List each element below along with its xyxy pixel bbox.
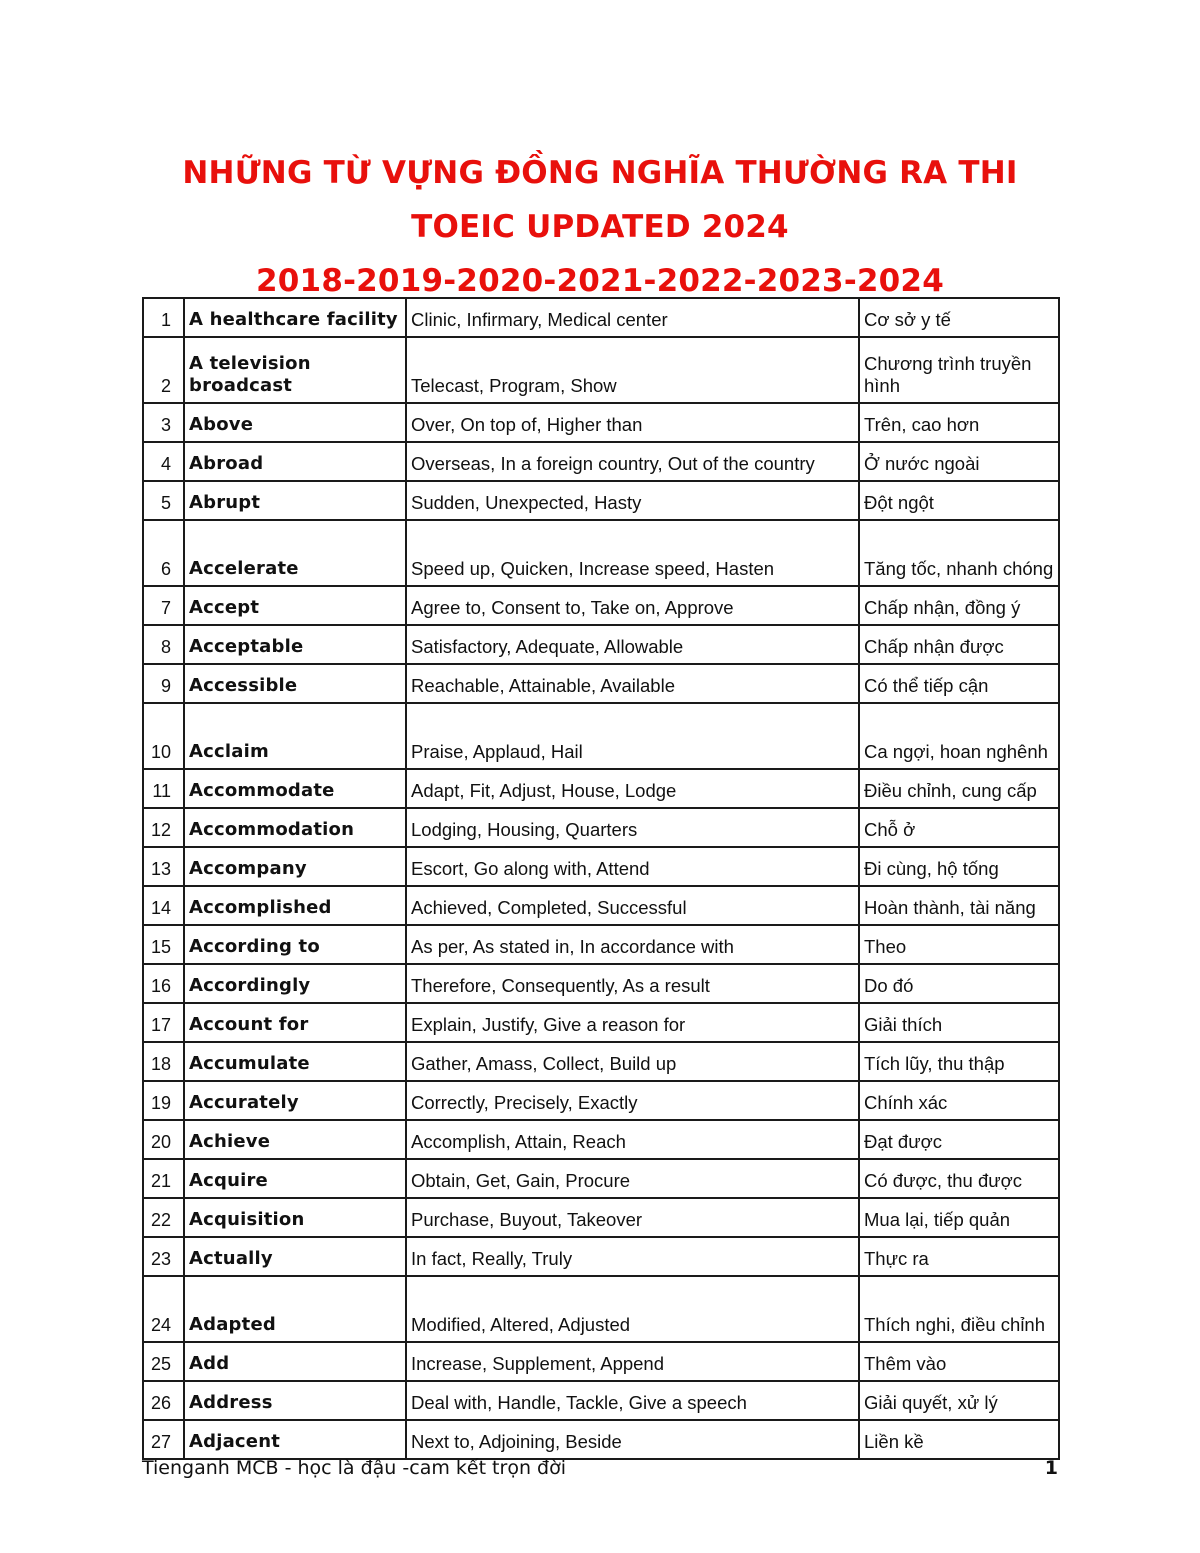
table-row bbox=[143, 703, 1059, 769]
page-number: 1 bbox=[1044, 1457, 1058, 1479]
row-number: 19 bbox=[143, 1081, 184, 1120]
vocab-vietnamese: Chỗ ở bbox=[859, 808, 1059, 847]
vocab-vietnamese: Liền kề bbox=[859, 1420, 1059, 1459]
vocab-synonyms: In fact, Really, Truly bbox=[406, 1237, 859, 1276]
table-row bbox=[143, 847, 1059, 886]
table-row bbox=[143, 1420, 1059, 1459]
vocab-synonyms: Praise, Applaud, Hail bbox=[406, 703, 859, 769]
table-row bbox=[143, 664, 1059, 703]
row-number: 5 bbox=[143, 481, 184, 520]
vocab-synonyms: Satisfactory, Adequate, Allowable bbox=[406, 625, 859, 664]
vocab-vietnamese: Đi cùng, hộ tống bbox=[859, 847, 1059, 886]
vocab-word: Abrupt bbox=[184, 481, 406, 520]
vocab-synonyms: Agree to, Consent to, Take on, Approve bbox=[406, 586, 859, 625]
title-line-3: 2018-2019-2020-2021-2022-2023-2024 bbox=[256, 263, 944, 299]
vocab-synonyms: Modified, Altered, Adjusted bbox=[406, 1276, 859, 1342]
vocab-synonyms: Sudden, Unexpected, Hasty bbox=[406, 481, 859, 520]
vocab-synonyms: Increase, Supplement, Append bbox=[406, 1342, 859, 1381]
row-number: 13 bbox=[143, 847, 184, 886]
vocab-synonyms: Therefore, Consequently, As a result bbox=[406, 964, 859, 1003]
table-row bbox=[143, 1237, 1059, 1276]
vocab-synonyms: Gather, Amass, Collect, Build up bbox=[406, 1042, 859, 1081]
vocab-vietnamese: Điều chỉnh, cung cấp bbox=[859, 769, 1059, 808]
vocab-word: According to bbox=[184, 925, 406, 964]
vocab-synonyms: Clinic, Infirmary, Medical center bbox=[406, 298, 859, 337]
row-number: 12 bbox=[143, 808, 184, 847]
table-row bbox=[143, 403, 1059, 442]
vocab-synonyms: Adapt, Fit, Adjust, House, Lodge bbox=[406, 769, 859, 808]
table-row bbox=[143, 481, 1059, 520]
vocab-word: Accomplished bbox=[184, 886, 406, 925]
vocab-vietnamese: Tích lũy, thu thập bbox=[859, 1042, 1059, 1081]
vocab-word: Achieve bbox=[184, 1120, 406, 1159]
table-row bbox=[143, 1342, 1059, 1381]
vocab-synonyms: Overseas, In a foreign country, Out of the country bbox=[406, 442, 859, 481]
vocab-word: Acclaim bbox=[184, 703, 406, 769]
table-row bbox=[143, 1381, 1059, 1420]
vocab-vietnamese: Thêm vào bbox=[859, 1342, 1059, 1381]
vocab-synonyms: Obtain, Get, Gain, Procure bbox=[406, 1159, 859, 1198]
vocab-vietnamese: Mua lại, tiếp quản bbox=[859, 1198, 1059, 1237]
vocab-word: Accelerate bbox=[184, 520, 406, 586]
document-title bbox=[0, 146, 1200, 308]
title-line-2: TOEIC UPDATED 2024 bbox=[411, 209, 789, 245]
vocab-vietnamese: Chính xác bbox=[859, 1081, 1059, 1120]
vocab-synonyms: Lodging, Housing, Quarters bbox=[406, 808, 859, 847]
row-number: 17 bbox=[143, 1003, 184, 1042]
row-number: 6 bbox=[143, 520, 184, 586]
row-number: 1 bbox=[143, 298, 184, 337]
row-number: 25 bbox=[143, 1342, 184, 1381]
vocab-synonyms: Over, On top of, Higher than bbox=[406, 403, 859, 442]
table-row bbox=[143, 586, 1059, 625]
vocab-word: Add bbox=[184, 1342, 406, 1381]
vocab-vietnamese: Trên, cao hơn bbox=[859, 403, 1059, 442]
row-number: 26 bbox=[143, 1381, 184, 1420]
vocab-synonyms: Telecast, Program, Show bbox=[406, 337, 859, 403]
table-row bbox=[143, 625, 1059, 664]
table-row bbox=[143, 1120, 1059, 1159]
vocab-word: Accommodation bbox=[184, 808, 406, 847]
title-line-1: NHỮNG TỪ VỰNG ĐỒNG NGHĨA THƯỜNG RA THI bbox=[182, 155, 1018, 191]
vocab-synonyms: Accomplish, Attain, Reach bbox=[406, 1120, 859, 1159]
table-row bbox=[143, 886, 1059, 925]
vocab-word: Account for bbox=[184, 1003, 406, 1042]
table-row bbox=[143, 1042, 1059, 1081]
vocab-word: A television broadcast bbox=[184, 337, 406, 403]
vocab-word: Actually bbox=[184, 1237, 406, 1276]
row-number: 10 bbox=[143, 703, 184, 769]
row-number: 8 bbox=[143, 625, 184, 664]
vocab-vietnamese: Tăng tốc, nhanh chóng bbox=[859, 520, 1059, 586]
vocab-vietnamese: Giải thích bbox=[859, 1003, 1059, 1042]
row-number: 15 bbox=[143, 925, 184, 964]
table-row bbox=[143, 1003, 1059, 1042]
vocab-word: Acceptable bbox=[184, 625, 406, 664]
vocab-vietnamese: Đột ngột bbox=[859, 481, 1059, 520]
table-row bbox=[143, 769, 1059, 808]
vocab-synonyms: Deal with, Handle, Tackle, Give a speech bbox=[406, 1381, 859, 1420]
vocab-word: Accommodate bbox=[184, 769, 406, 808]
row-number: 7 bbox=[143, 586, 184, 625]
vocab-word: Accumulate bbox=[184, 1042, 406, 1081]
vocab-word: A healthcare facility bbox=[184, 298, 406, 337]
vocab-synonyms: Explain, Justify, Give a reason for bbox=[406, 1003, 859, 1042]
row-number: 21 bbox=[143, 1159, 184, 1198]
table-row bbox=[143, 298, 1059, 337]
table-row bbox=[143, 1198, 1059, 1237]
row-number: 24 bbox=[143, 1276, 184, 1342]
vocab-vietnamese: Đạt được bbox=[859, 1120, 1059, 1159]
row-number: 27 bbox=[143, 1420, 184, 1459]
vocab-vietnamese: Do đó bbox=[859, 964, 1059, 1003]
vocab-vietnamese: Ở nước ngoài bbox=[859, 442, 1059, 481]
row-number: 14 bbox=[143, 886, 184, 925]
table-row bbox=[143, 520, 1059, 586]
table-row bbox=[143, 337, 1059, 403]
vocab-synonyms: Reachable, Attainable, Available bbox=[406, 664, 859, 703]
vocab-word: Adjacent bbox=[184, 1420, 406, 1459]
vocab-vietnamese: Thực ra bbox=[859, 1237, 1059, 1276]
vocab-word: Adapted bbox=[184, 1276, 406, 1342]
vocab-vietnamese: Cơ sở y tế bbox=[859, 298, 1059, 337]
vocab-vietnamese: Ca ngợi, hoan nghênh bbox=[859, 703, 1059, 769]
table-row bbox=[143, 1159, 1059, 1198]
row-number: 4 bbox=[143, 442, 184, 481]
vocab-vietnamese: Chấp nhận, đồng ý bbox=[859, 586, 1059, 625]
table-row bbox=[143, 925, 1059, 964]
vocab-word: Abroad bbox=[184, 442, 406, 481]
vocab-synonyms: Speed up, Quicken, Increase speed, Hasten bbox=[406, 520, 859, 586]
vocab-word: Above bbox=[184, 403, 406, 442]
vocab-vietnamese: Theo bbox=[859, 925, 1059, 964]
vocab-synonyms: Achieved, Completed, Successful bbox=[406, 886, 859, 925]
vocab-word: Accessible bbox=[184, 664, 406, 703]
row-number: 16 bbox=[143, 964, 184, 1003]
vocab-word: Accordingly bbox=[184, 964, 406, 1003]
vocab-vietnamese: Chấp nhận được bbox=[859, 625, 1059, 664]
vocab-synonyms: Correctly, Precisely, Exactly bbox=[406, 1081, 859, 1120]
vocab-vietnamese: Có được, thu được bbox=[859, 1159, 1059, 1198]
footer-text: Tienganh MCB - học là đậu -cam kết trọn đời bbox=[142, 1457, 566, 1479]
vocab-synonyms: Escort, Go along with, Attend bbox=[406, 847, 859, 886]
vocab-vietnamese: Thích nghi, điều chỉnh bbox=[859, 1276, 1059, 1342]
vocab-synonyms: Purchase, Buyout, Takeover bbox=[406, 1198, 859, 1237]
table-row bbox=[143, 964, 1059, 1003]
vocab-word: Acquisition bbox=[184, 1198, 406, 1237]
row-number: 18 bbox=[143, 1042, 184, 1081]
row-number: 20 bbox=[143, 1120, 184, 1159]
vocab-word: Accurately bbox=[184, 1081, 406, 1120]
vocab-vietnamese: Có thể tiếp cận bbox=[859, 664, 1059, 703]
table-row bbox=[143, 442, 1059, 481]
vocab-vietnamese: Giải quyết, xử lý bbox=[859, 1381, 1059, 1420]
row-number: 2 bbox=[143, 337, 184, 403]
row-number: 3 bbox=[143, 403, 184, 442]
vocab-word: Accept bbox=[184, 586, 406, 625]
row-number: 9 bbox=[143, 664, 184, 703]
table-row bbox=[143, 1276, 1059, 1342]
vocab-word: Accompany bbox=[184, 847, 406, 886]
vocab-synonyms: Next to, Adjoining, Beside bbox=[406, 1420, 859, 1459]
row-number: 23 bbox=[143, 1237, 184, 1276]
vocab-word: Address bbox=[184, 1381, 406, 1420]
table-row bbox=[143, 1081, 1059, 1120]
row-number: 11 bbox=[143, 769, 184, 808]
table-row bbox=[143, 808, 1059, 847]
vocabulary-table bbox=[142, 297, 1060, 1460]
vocab-synonyms: As per, As stated in, In accordance with bbox=[406, 925, 859, 964]
row-number: 22 bbox=[143, 1198, 184, 1237]
vocab-vietnamese: Chương trình truyền hình bbox=[859, 337, 1059, 403]
vocab-vietnamese: Hoàn thành, tài năng bbox=[859, 886, 1059, 925]
vocabulary-table-body bbox=[143, 298, 1059, 1459]
vocab-word: Acquire bbox=[184, 1159, 406, 1198]
